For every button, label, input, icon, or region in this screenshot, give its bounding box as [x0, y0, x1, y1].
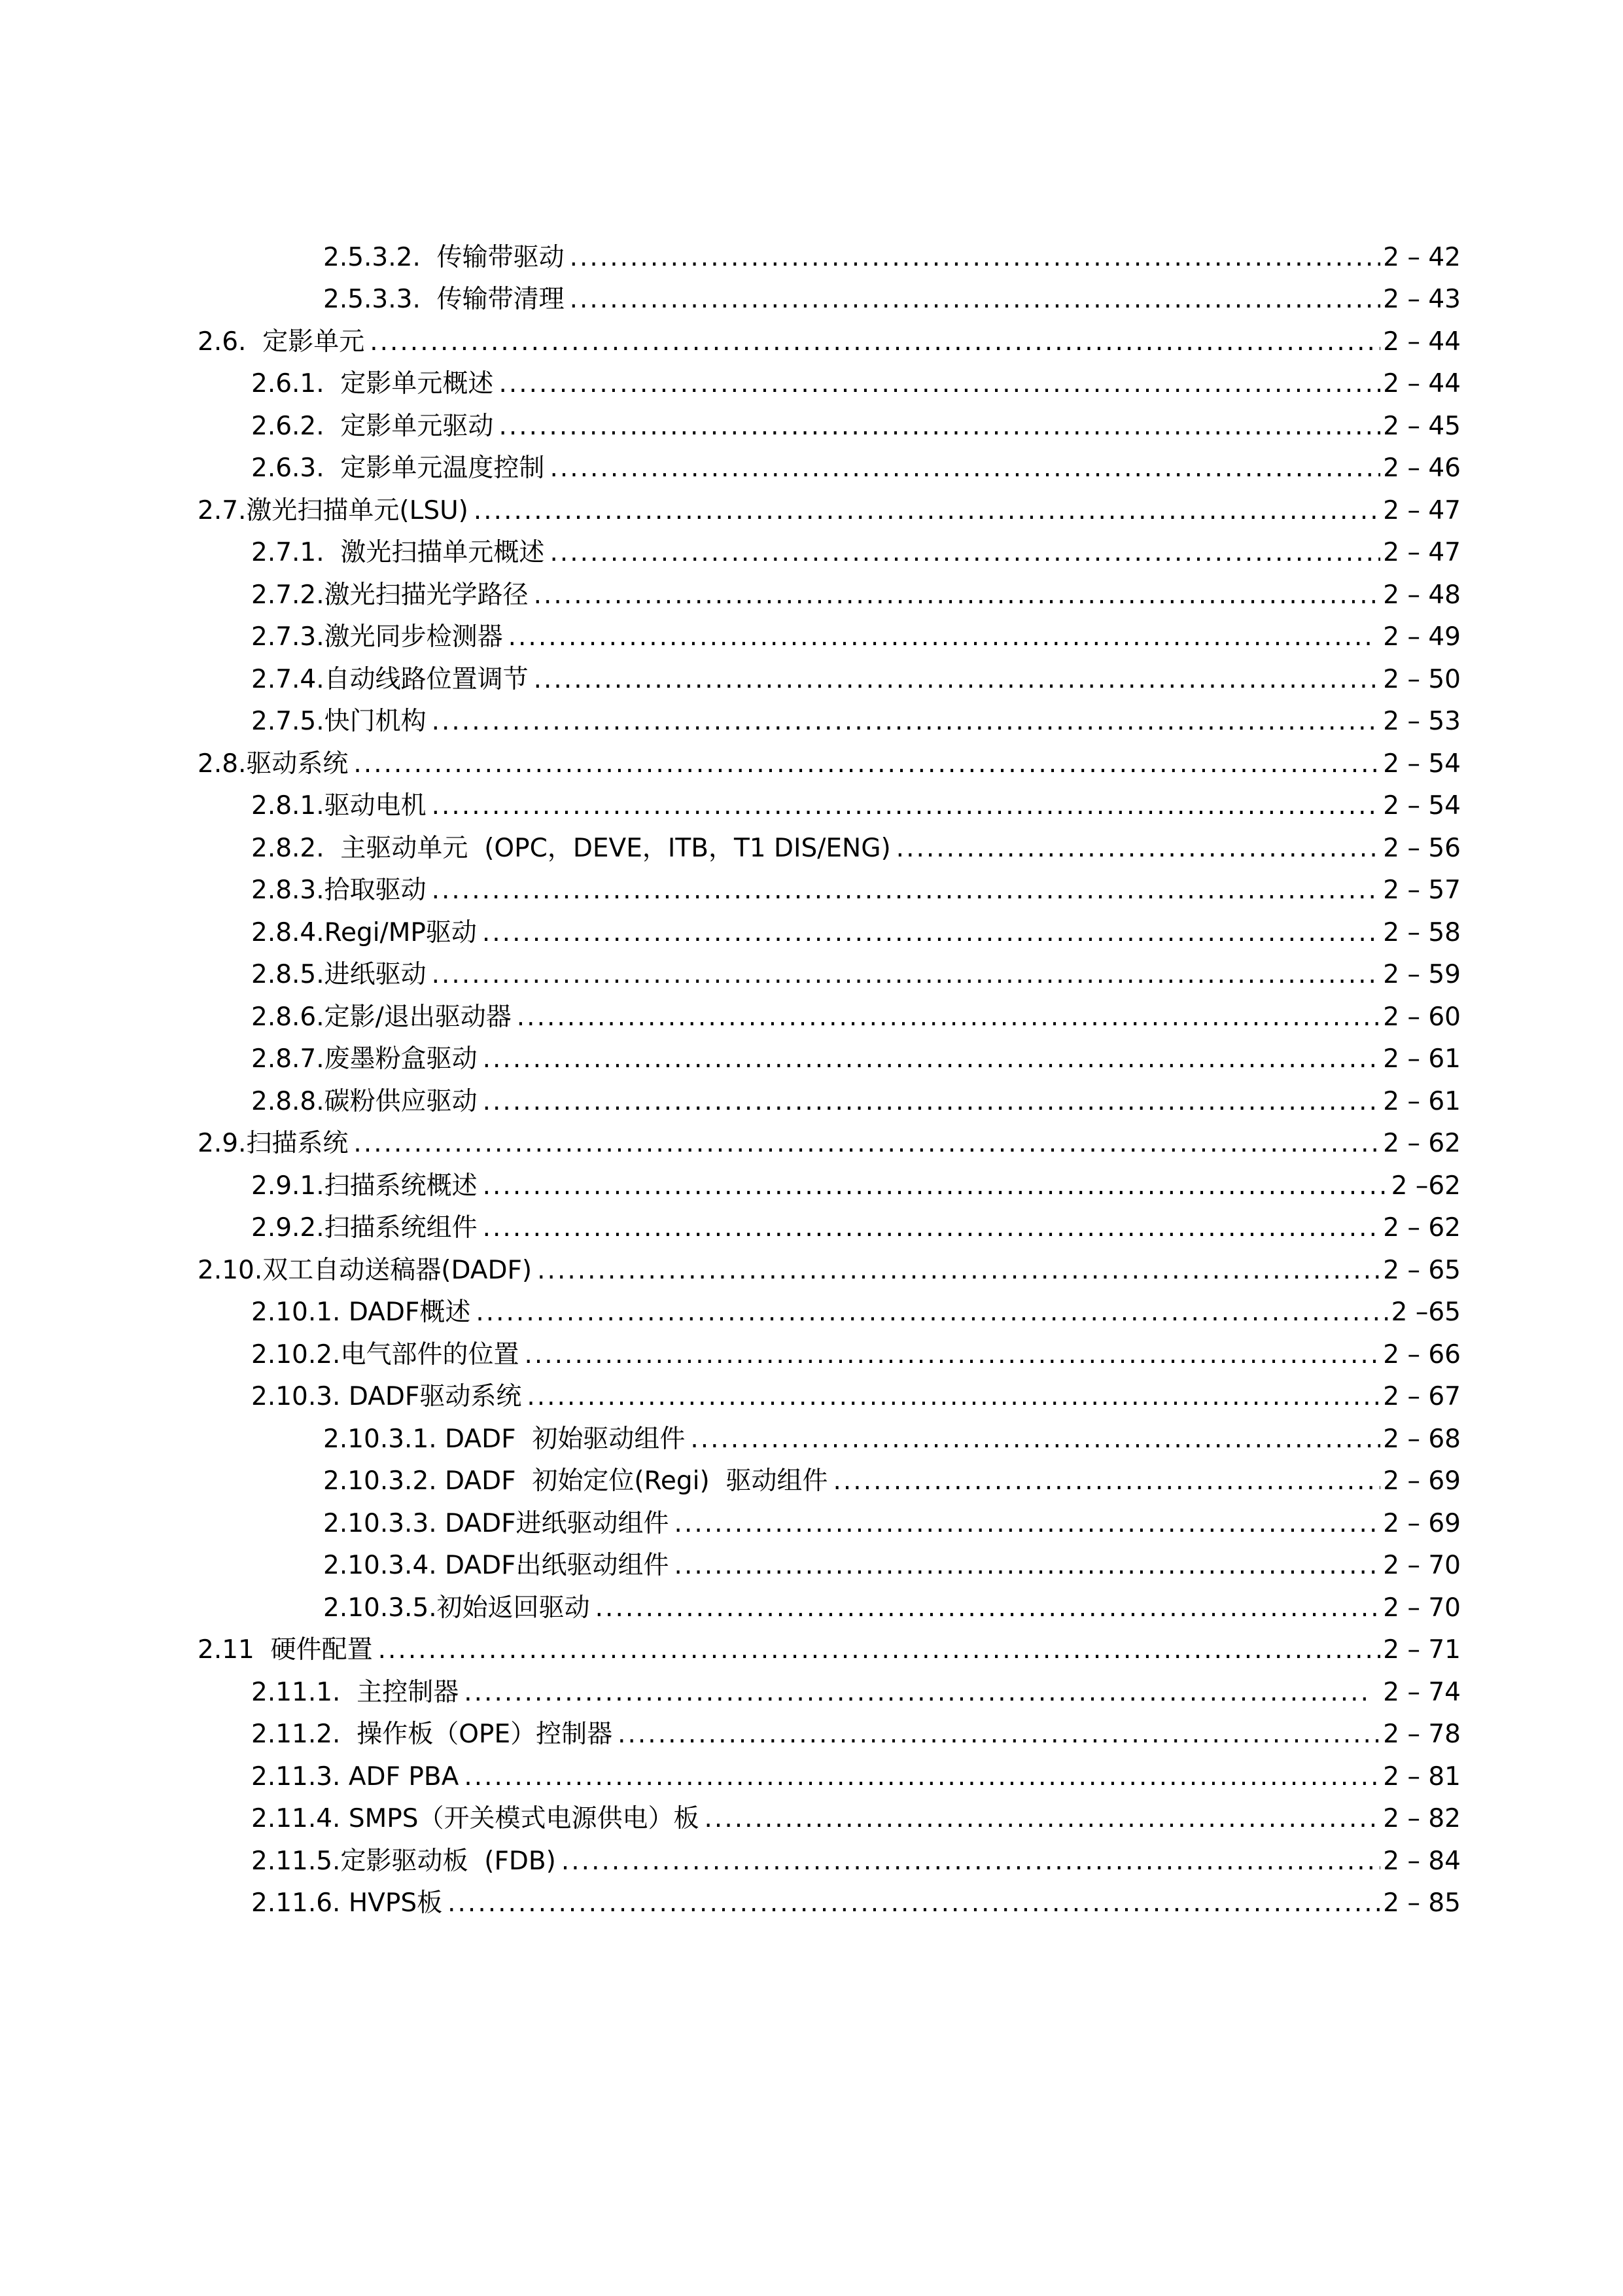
toc-entry-title: 2.8.8.碳粉供应驱动 [251, 1086, 478, 1116]
toc-entry-page: 2 – 78 [1383, 1720, 1461, 1749]
toc-entry-page: 2 – 74 [1374, 1677, 1461, 1707]
toc-leader-dots [517, 1004, 1380, 1035]
toc-entry-page: 2 – 70 [1383, 1551, 1461, 1580]
toc-entry[interactable] [323, 233, 1461, 275]
toc-entry[interactable] [198, 486, 1461, 529]
toc-entry[interactable] [251, 1204, 1461, 1246]
toc-entry-title: 2.8.驱动系统 [198, 749, 349, 779]
toc-entry-title: 2.8.4.Regi/MP驱动 [251, 917, 477, 947]
toc-entry[interactable] [251, 1668, 1461, 1710]
toc-entry[interactable] [251, 782, 1461, 824]
toc-entry-title: 2.5.3.2. 传输带驱动 [323, 242, 565, 272]
toc-leader-dots [476, 1299, 1388, 1330]
toc-leader-dots [464, 1764, 1380, 1795]
toc-entry[interactable] [251, 1077, 1461, 1120]
toc-entry[interactable] [251, 1035, 1461, 1078]
toc-entry-title: 2.10.双工自动送稿器(DADF) [198, 1255, 532, 1285]
toc-entry-page: 2 – 71 [1383, 1635, 1461, 1665]
toc-entry[interactable] [198, 739, 1461, 782]
toc-entry-page: 2 – 85 [1383, 1888, 1461, 1918]
table-of-contents [0, 233, 1623, 1921]
toc-entry[interactable] [251, 908, 1461, 951]
toc-entry[interactable] [251, 698, 1461, 740]
toc-leader-dots [537, 1258, 1380, 1288]
toc-entry[interactable] [251, 444, 1461, 487]
toc-entry-title: 2.9.1.扫描系统概述 [251, 1171, 478, 1201]
toc-leader-dots [432, 793, 1381, 824]
toc-entry-page: 2 – 58 [1383, 917, 1461, 947]
toc-entry-title: 2.11.4. SMPS（开关模式电源供电）板 [251, 1804, 699, 1833]
toc-entry-page: 2 – 61 [1383, 1086, 1461, 1116]
toc-entry[interactable] [251, 402, 1461, 444]
toc-entry[interactable] [251, 1161, 1461, 1204]
toc-entry[interactable] [323, 275, 1461, 318]
toc-entry-page: 2 – 48 [1383, 580, 1461, 610]
toc-entry-page: 2 – 44 [1383, 369, 1461, 398]
toc-entry-page: 2 – 66 [1383, 1339, 1461, 1369]
toc-entry-title: 2.9.扫描系统 [198, 1129, 349, 1158]
toc-entry[interactable] [251, 866, 1461, 909]
toc-entry[interactable] [198, 1120, 1461, 1162]
toc-entry[interactable] [251, 951, 1461, 993]
toc-leader-dots [534, 582, 1381, 613]
toc-entry-page: 2 – 50 [1383, 664, 1461, 694]
toc-leader-dots [618, 1722, 1380, 1752]
toc-entry[interactable] [251, 993, 1461, 1035]
toc-entry[interactable] [323, 1542, 1461, 1584]
toc-entry-title: 2.7.1. 激光扫描单元概述 [251, 538, 545, 567]
toc-leader-dots [474, 498, 1380, 529]
toc-entry[interactable] [198, 1626, 1461, 1669]
toc-leader-dots [378, 1637, 1381, 1668]
toc-entry-page: 2 – 45 [1383, 411, 1461, 441]
toc-entry[interactable] [323, 1499, 1461, 1542]
toc-entry-title: 2.10.3. DADF驱动系统 [251, 1382, 522, 1411]
toc-entry-title: 2.7.4.自动线路位置调节 [251, 664, 529, 694]
toc-entry[interactable] [323, 1583, 1461, 1626]
toc-leader-dots [595, 1595, 1381, 1626]
toc-entry-title: 2.10.2.电气部件的位置 [251, 1339, 519, 1369]
toc-entry-page: 2 – 70 [1383, 1593, 1461, 1623]
toc-leader-dots [370, 329, 1380, 360]
toc-entry[interactable] [251, 1373, 1461, 1415]
toc-leader-dots [550, 540, 1380, 571]
toc-entry-page: 2 – 43 [1383, 285, 1461, 314]
toc-entry-title: 2.10.3.5.初始返回驱动 [323, 1593, 590, 1623]
toc-entry-page: 2 – 81 [1383, 1761, 1461, 1792]
toc-entry[interactable] [251, 1795, 1461, 1837]
toc-entry-title: 2.11.6. HVPS板 [251, 1888, 443, 1918]
toc-entry-page: 2 – 67 [1383, 1382, 1461, 1411]
toc-entry[interactable] [251, 655, 1461, 698]
toc-leader-dots [432, 877, 1381, 908]
toc-entry-page: 2 – 56 [1383, 833, 1461, 863]
toc-entry-title: 2.6.1. 定影单元概述 [251, 369, 494, 398]
toc-entry-title: 2.10.3.2. DADF 初始定位(Regi) 驱动组件 [323, 1466, 828, 1496]
toc-entry[interactable] [323, 1415, 1461, 1457]
toc-leader-dots [508, 624, 1372, 655]
toc-entry-page: 2 – 60 [1383, 1002, 1461, 1032]
toc-entry[interactable] [198, 317, 1461, 360]
toc-entry-page: 2 – 61 [1383, 1044, 1461, 1074]
toc-entry-page: 2 – 46 [1383, 453, 1461, 483]
toc-leader-dots [447, 1890, 1380, 1921]
toc-entry-title: 2.8.3.拾取驱动 [251, 875, 427, 905]
toc-entry[interactable] [251, 1879, 1461, 1922]
toc-leader-dots [483, 1173, 1389, 1204]
toc-entry[interactable] [198, 1246, 1461, 1288]
toc-entry-title: 2.11.1. 主控制器 [251, 1677, 459, 1707]
toc-entry-title: 2.7.5.快门机构 [251, 707, 427, 736]
toc-entry-page: 2 – 59 [1383, 960, 1461, 989]
toc-leader-dots [483, 1089, 1381, 1120]
toc-leader-dots [524, 1342, 1380, 1373]
toc-entry-page: 2 – 68 [1383, 1424, 1461, 1454]
toc-leader-dots [561, 1848, 1380, 1879]
toc-leader-dots [498, 414, 1380, 444]
toc-entry-page: 2 – 65 [1383, 1255, 1461, 1285]
toc-entry-page: 2 –62 [1391, 1171, 1461, 1201]
toc-entry[interactable] [251, 529, 1461, 571]
toc-leader-dots [353, 1131, 1380, 1161]
toc-entry-title: 2.8.1.驱动电机 [251, 791, 427, 821]
toc-entry-page: 2 – 57 [1383, 875, 1461, 905]
toc-entry[interactable] [251, 1330, 1461, 1373]
toc-leader-dots [896, 836, 1381, 866]
toc-entry-title: 2.8.5.进纸驱动 [251, 960, 427, 989]
toc-leader-dots [527, 1384, 1380, 1415]
toc-leader-dots [498, 371, 1380, 402]
toc-entry-title: 2.11.3. ADF PBA [251, 1761, 459, 1792]
toc-entry[interactable] [251, 1710, 1461, 1753]
toc-entry-title: 2.10.1. DADF概述 [251, 1298, 471, 1327]
toc-entry-title: 2.7.激光扫描单元(LSU) [198, 495, 468, 525]
toc-entry-title: 2.11.2. 操作板（OPE）控制器 [251, 1720, 613, 1749]
toc-entry-title: 2.5.3.3. 传输带清理 [323, 285, 565, 314]
toc-entry[interactable] [251, 1837, 1461, 1879]
toc-leader-dots [674, 1553, 1381, 1583]
toc-leader-dots [464, 1680, 1372, 1710]
toc-entry-title: 2.6.3. 定影单元温度控制 [251, 453, 545, 483]
toc-entry-title: 2.10.3.3. DADF进纸驱动组件 [323, 1508, 669, 1538]
toc-leader-dots [705, 1806, 1381, 1837]
toc-entry[interactable] [251, 613, 1461, 656]
toc-entry-title: 2.9.2.扫描系统组件 [251, 1213, 478, 1243]
toc-entry-title: 2.7.3.激光同步检测器 [251, 622, 503, 652]
toc-entry-page: 2 – 54 [1383, 791, 1461, 821]
toc-entry-title: 2.11 硬件配置 [198, 1635, 373, 1665]
toc-leader-dots [570, 287, 1381, 317]
toc-leader-dots [550, 455, 1380, 486]
toc-entry-title: 2.8.2. 主驱动单元 (OPC，DEVE，ITB，T1 DIS/ENG) [251, 833, 891, 863]
toc-entry-page: 2 – 62 [1383, 1129, 1461, 1158]
toc-entry-page: 2 – 82 [1383, 1804, 1461, 1833]
toc-entry-title: 2.7.2.激光扫描光学路径 [251, 580, 529, 610]
toc-entry-page: 2 – 53 [1383, 707, 1461, 736]
toc-entry[interactable] [251, 824, 1461, 866]
toc-entry-title: 2.6.2. 定影单元驱动 [251, 411, 494, 441]
toc-leader-dots [534, 667, 1381, 698]
toc-entry-page: 2 – 49 [1374, 622, 1461, 652]
toc-entry-title: 2.11.5.定影驱动板 (FDB) [251, 1846, 556, 1876]
toc-leader-dots [674, 1511, 1381, 1542]
toc-entry[interactable] [251, 1752, 1461, 1795]
toc-leader-dots [432, 709, 1381, 739]
toc-leader-dots [570, 245, 1381, 275]
toc-entry[interactable] [251, 360, 1461, 402]
toc-leader-dots [482, 920, 1380, 951]
toc-entry-page: 2 – 54 [1383, 749, 1461, 779]
toc-entry-page: 2 – 47 [1383, 538, 1461, 567]
toc-entry-page: 2 – 42 [1383, 242, 1461, 272]
toc-entry-title: 2.10.3.1. DADF 初始驱动组件 [323, 1424, 686, 1454]
toc-entry-title: 2.10.3.4. DADF出纸驱动组件 [323, 1551, 669, 1580]
toc-entry-page: 2 – 84 [1383, 1846, 1461, 1876]
toc-entry-page: 2 – 44 [1383, 327, 1461, 357]
toc-entry[interactable] [323, 1457, 1461, 1500]
toc-leader-dots [353, 751, 1380, 782]
toc-entry-page: 2 – 69 [1383, 1466, 1461, 1496]
toc-leader-dots [833, 1468, 1381, 1499]
toc-entry-page: 2 – 62 [1383, 1213, 1461, 1243]
toc-entry[interactable] [251, 1288, 1461, 1331]
toc-leader-dots [483, 1046, 1381, 1077]
toc-entry-page: 2 – 69 [1383, 1508, 1461, 1538]
toc-entry-title: 2.8.7.废墨粉盒驱动 [251, 1044, 478, 1074]
toc-leader-dots [690, 1426, 1380, 1457]
toc-entry-title: 2.6. 定影单元 [198, 327, 365, 357]
toc-leader-dots [432, 962, 1381, 993]
toc-entry-title: 2.8.6.定影/退出驱动器 [251, 1002, 512, 1032]
toc-entry-page: 2 –65 [1391, 1298, 1461, 1327]
toc-entry-page: 2 – 47 [1383, 495, 1461, 525]
toc-leader-dots [483, 1215, 1381, 1246]
toc-entry[interactable] [251, 571, 1461, 613]
